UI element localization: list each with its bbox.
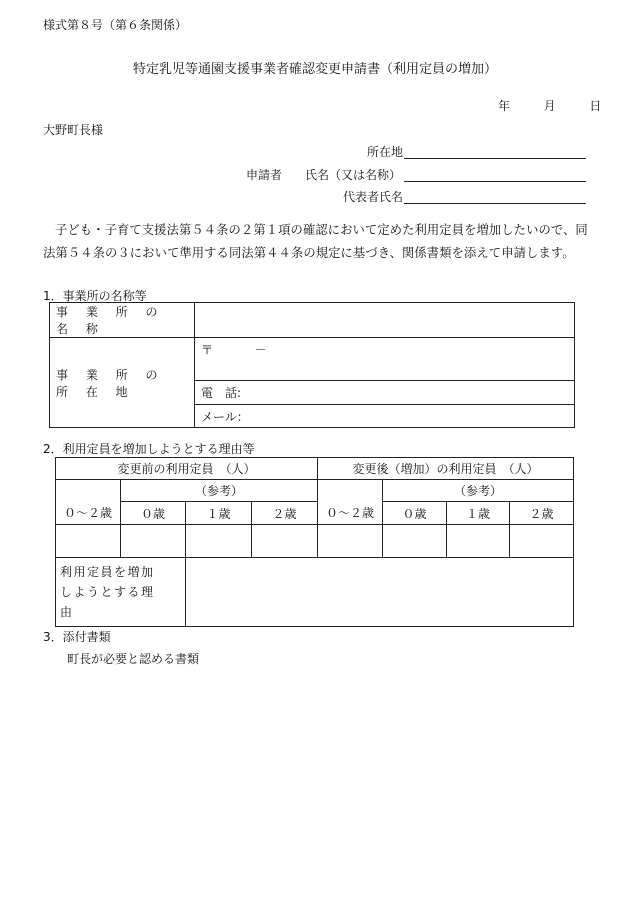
- addressee: 大野町長様: [43, 123, 104, 137]
- before-age-0-header: ０歳: [121, 502, 186, 525]
- business-location-label: 事 業 所 の 所 在 地: [50, 338, 195, 428]
- before-age-0-input[interactable]: [121, 525, 186, 558]
- before-age-2-input[interactable]: [252, 525, 318, 558]
- before-total-spacer: [56, 480, 121, 502]
- date-line: [498, 97, 601, 114]
- before-capacity-header: 変更前の利用定員 （人）: [56, 458, 318, 480]
- name-label: 氏名（又は名称）: [305, 168, 402, 182]
- before-age-2-header: ２歳: [252, 502, 318, 525]
- after-age-1-input[interactable]: [447, 525, 510, 558]
- after-age-0-2-header: ０～２歳: [318, 502, 383, 525]
- address-label: 所在地: [367, 145, 404, 159]
- after-capacity-header: 変更後（増加）の利用定員 （人）: [318, 458, 574, 480]
- section2-heading: 2．利用定員を増加しようとする理由等: [43, 442, 255, 456]
- attachment-item: 町長が必要と認める書類: [67, 652, 200, 666]
- before-age-1-input[interactable]: [186, 525, 252, 558]
- after-age-2-header: ２歳: [510, 502, 574, 525]
- address-field[interactable]: [404, 158, 586, 159]
- after-age-1-header: １歳: [447, 502, 510, 525]
- business-info-table: [49, 302, 575, 428]
- after-age-2-input[interactable]: [510, 525, 574, 558]
- application-statement: 子ども・子育て支援法第５４条の２第１項の確認において定めた利用定員を増加したいので、同法第５４条の３において準用する同法第４４条の規定に基づき、関係書類を添えて申請します。: [43, 223, 588, 260]
- phone-label: 電 話:: [201, 386, 242, 400]
- before-age-0-2-header: ０～２歳: [56, 502, 121, 525]
- email-field[interactable]: [195, 405, 575, 428]
- after-age-0-2-input[interactable]: [318, 525, 383, 558]
- date-year-label: 年: [498, 99, 511, 113]
- name-field[interactable]: [404, 181, 586, 182]
- business-name-label: 事 業 所 の 名 称: [50, 303, 195, 338]
- date-month-label: 月: [543, 99, 556, 113]
- form-number: 様式第８号（第６条関係）: [43, 18, 188, 32]
- date-day-label: 日: [589, 99, 602, 113]
- capacity-table: [55, 457, 574, 627]
- reason-field[interactable]: [186, 558, 574, 627]
- representative-label: 代表者氏名: [343, 190, 404, 204]
- business-name-field[interactable]: [195, 303, 575, 338]
- before-age-0-2-input[interactable]: [56, 525, 121, 558]
- postal-address-field[interactable]: [195, 338, 575, 381]
- form-title: 特定乳児等通園支援事業者確認変更申請書（利用定員の増加）: [132, 62, 497, 77]
- phone-field[interactable]: [195, 381, 575, 405]
- after-age-0-input[interactable]: [383, 525, 447, 558]
- reason-label: 利用定員を増加しようとする理由: [56, 558, 186, 627]
- after-reference-label: （参考）: [383, 480, 574, 502]
- after-total-spacer: [318, 480, 383, 502]
- section1-heading: 1．事業所の名称等: [43, 289, 147, 303]
- postal-dash: －: [254, 343, 267, 357]
- before-age-1-header: １歳: [186, 502, 252, 525]
- representative-field[interactable]: [404, 203, 586, 204]
- after-age-0-header: ０歳: [383, 502, 447, 525]
- applicant-label: 申請者: [246, 168, 283, 182]
- section3-heading: 3．添付書類: [43, 630, 111, 644]
- email-label: メール：: [201, 409, 249, 424]
- postal-mark: 〒: [201, 343, 214, 357]
- before-reference-label: （参考）: [121, 480, 318, 502]
